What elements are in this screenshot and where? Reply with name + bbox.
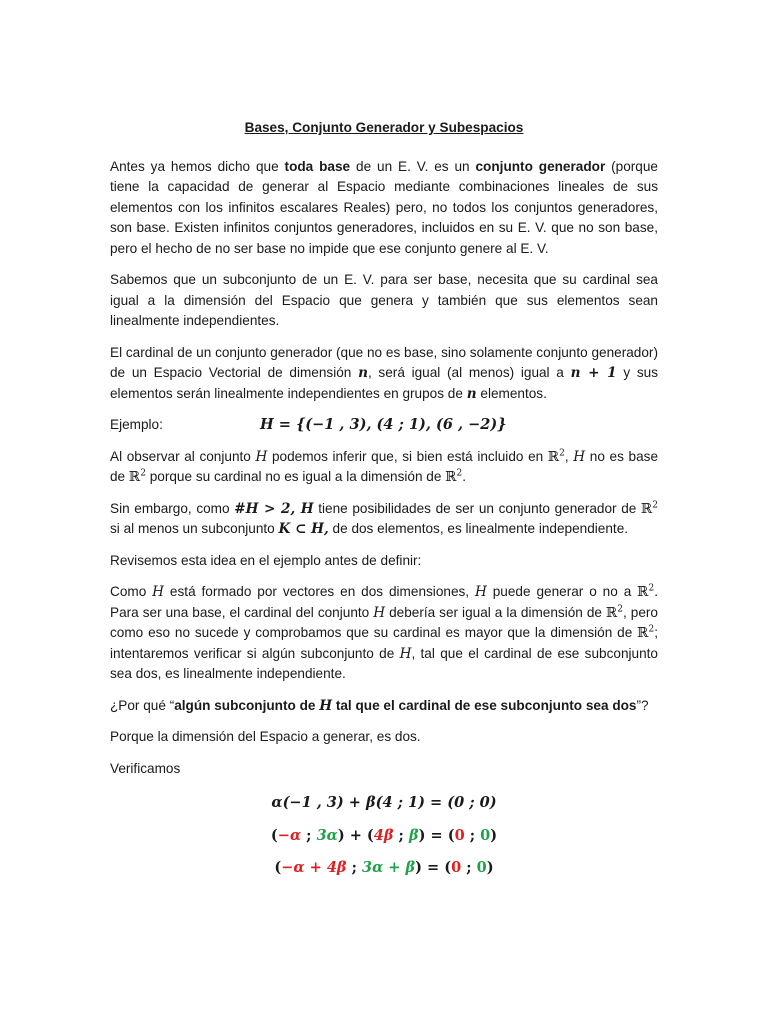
p1-text-c: de un E. V. es un bbox=[350, 158, 476, 174]
p4-text-c: , bbox=[564, 448, 574, 464]
p3-math-n: n bbox=[358, 365, 368, 381]
p1-text-e: (porque tiene la capacidad de generar al Espacio mediante combinaciones lineales de sus elementos con los infinitos escalares Reales) pero, no todos los conjuntos generadores, son base. Existen infinitos conjuntos generadores, incluidos en su E. V. que no son base, pero el hecho de no ser base no impide que ese conjunto genere al E. V. bbox=[110, 158, 658, 256]
p8-text-d: ”? bbox=[636, 697, 649, 713]
eq2-green-zero: 0 bbox=[480, 826, 491, 844]
paragraph-1 bbox=[110, 157, 658, 260]
p4-text-b: podemos inferir que, si bien está incluido en bbox=[267, 448, 548, 464]
p4-text-e: porque su cardinal no es igual a la dimensión de bbox=[145, 469, 446, 484]
p7-math-h-3: H bbox=[373, 604, 386, 621]
p7-text-e: debería ser igual a la dimensión de bbox=[385, 604, 606, 620]
p7-text-d: . Para ser una base, el cardinal del conjunto bbox=[110, 584, 658, 620]
paragraph-3 bbox=[110, 343, 658, 405]
example-row bbox=[110, 415, 658, 436]
p1-bold-toda-base: toda base bbox=[284, 158, 351, 174]
equation-1 bbox=[110, 793, 658, 814]
p8-bold-c: tal que el cardinal de ese subconjunto sea dos bbox=[332, 697, 637, 713]
equation-3: (−α + 4β ; 3α + β) = (0 ; 0) bbox=[274, 859, 494, 876]
p7-math-h-4: H bbox=[399, 645, 412, 662]
p7-math-h-1: H bbox=[152, 584, 165, 600]
eq3-green-zero: 0 bbox=[476, 859, 487, 876]
p3-math-n-plus-1: n + 1 bbox=[570, 365, 617, 381]
p4-real-space-1: ℝ$^2$ bbox=[547, 447, 565, 465]
p1-text-a: Antes ya hemos dicho que bbox=[110, 158, 285, 174]
p1-bold-conjunto-generador: conjunto generador bbox=[475, 158, 606, 174]
document-body bbox=[110, 118, 658, 891]
p8-bold-b: algún subconjunto de bbox=[174, 697, 320, 713]
paragraph-9: Porque la dimensión del Espacio a generar, es dos. bbox=[110, 729, 421, 744]
eq3-red-zero: 0 bbox=[451, 859, 462, 876]
p7-real-space-2: ℝ$^2$ bbox=[605, 603, 624, 621]
p5-math-cardinal: #H > 2, H bbox=[234, 500, 314, 517]
p7-math-h-2: H bbox=[474, 584, 487, 600]
p5-text-a: Sin embargo, como bbox=[110, 500, 235, 516]
p5-math-subset-k: K ⊂ H, bbox=[278, 521, 329, 537]
eq3-green-sum: 3α + β bbox=[362, 859, 416, 876]
p7-text-c: puede generar o no a bbox=[486, 584, 638, 599]
eq3-red-sum: −α + 4β bbox=[281, 859, 347, 876]
paragraph-8-question bbox=[110, 696, 658, 717]
p8-math-h: H bbox=[319, 697, 333, 714]
p4-text-d: no es base de bbox=[110, 448, 659, 484]
example-label: Ejemplo: bbox=[110, 417, 163, 432]
equation-2: (−α ; 3α) + (4β ; β) = (0 ; 0) bbox=[270, 826, 498, 844]
p3-text-d: elementos. bbox=[476, 385, 547, 401]
paragraph-7 bbox=[110, 582, 658, 685]
eq2-red-minus-alpha: −α bbox=[277, 826, 302, 844]
paragraph-6: Revisemos esta idea en el ejemplo antes de definir: bbox=[110, 552, 422, 568]
p7-text-h: , tal que el cardinal de ese subconjunto sea dos, es linealmente independiente. bbox=[110, 645, 658, 681]
p4-math-h: H bbox=[255, 448, 268, 465]
paragraph-5 bbox=[110, 499, 658, 540]
p8-text-a: ¿Por qué “ bbox=[110, 697, 175, 713]
p7-text-b: está formado por vectores en dos dimensiones, bbox=[164, 584, 475, 599]
p7-text-a: Como bbox=[110, 584, 153, 599]
p4-math-h-2: H bbox=[573, 448, 586, 465]
p4-text-a: Al observar al conjunto bbox=[110, 448, 256, 464]
p3-text-c: y sus elementos serán linealmente independientes en grupos de bbox=[110, 365, 658, 401]
document-title: Bases, Conjunto Generador y Subespacios bbox=[244, 120, 524, 135]
p7-real-space-1: ℝ$^2$ bbox=[637, 583, 655, 600]
example-formula: H = {(−1 , 3), (4 ; 1), (6 , −2)} bbox=[260, 416, 507, 433]
p7-real-space-3: ℝ$^2$ bbox=[637, 624, 655, 641]
p7-text-f: , pero como eso no sucede y comprobamos que su cardinal es mayor que la dimensión de bbox=[110, 604, 658, 640]
p3-text-b: , será igual (al menos) igual a bbox=[367, 365, 571, 380]
p4-real-space-2: ℝ$^2$ bbox=[128, 468, 146, 485]
p5-text-d: de dos elementos, es linealmente independiente. bbox=[328, 521, 629, 536]
p4-real-space-3: ℝ$^2$ bbox=[445, 468, 463, 485]
eq2-red-4beta: 4β bbox=[373, 826, 394, 844]
eq2-green-3alpha: 3α bbox=[316, 826, 338, 844]
paragraph-4 bbox=[110, 447, 658, 488]
p3-text-a: El cardinal de un conjunto generador (que no es base, sino solamente conjunto generador) de un Espacio Vectorial de dimensión bbox=[110, 344, 658, 380]
eq2-green-beta: β bbox=[408, 826, 419, 844]
paragraph-10: Verificamos bbox=[110, 760, 181, 776]
p7-text-g: ; intentaremos verificar si algún subconjunto de bbox=[110, 625, 658, 661]
p3-math-n-2: n bbox=[466, 385, 477, 402]
paragraph-2: Sabemos que un subconjunto de un E. V. para ser base, necesita que su cardinal sea igual a la dimensión del Espacio que genera y también que sus elementos sean linealmente independientes. bbox=[110, 272, 658, 328]
eq2-red-zero: 0 bbox=[454, 826, 465, 844]
p5-real-space: ℝ$^2$ bbox=[640, 499, 659, 517]
p4-text-f: . bbox=[462, 469, 467, 484]
p5-text-b: tiene posibilidades de ser un conjunto generador de bbox=[313, 500, 641, 516]
equation-1-text: α(−1 , 3) + β(4 ; 1) = (0 ; 0) bbox=[271, 794, 497, 811]
p5-text-c: si al menos un subconjunto bbox=[110, 521, 279, 536]
